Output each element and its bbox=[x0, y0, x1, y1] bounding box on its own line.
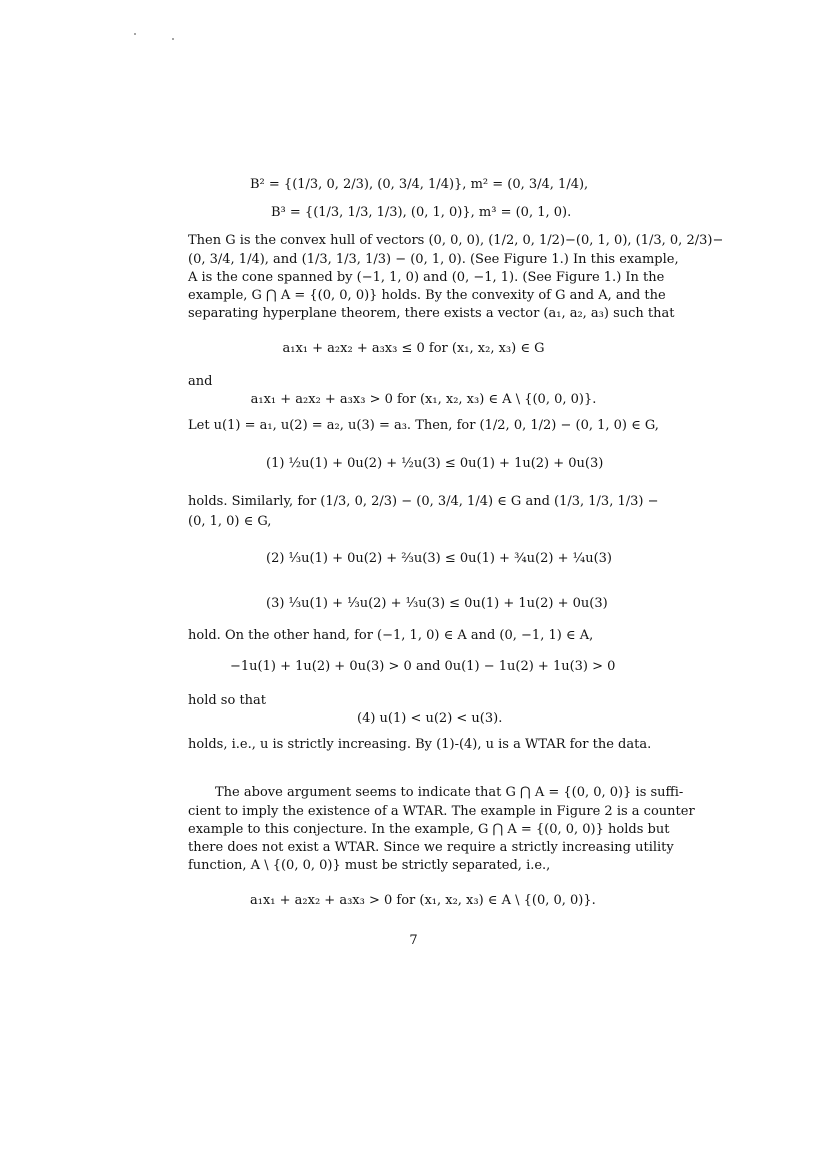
equation-b2: B² = {(1/3, 0, 2/3), (0, 3/4, 1/4)}, m² = (0, 3/4, 1/4), bbox=[250, 177, 589, 192]
paragraph-line: A is the cone spanned by (−1, 1, 0) and (0, −1, 1). (See Figure 1.) In the bbox=[188, 270, 665, 285]
paragraph-line: Let u(1) = a₁, u(2) = a₂, u(3) = a₃. Then, for (1/2, 0, 1/2) − (0, 1, 0) ∈ G, bbox=[188, 418, 659, 433]
paragraph-line: separating hyperplane theorem, there exists a vector (a₁, a₂, a₃) such that bbox=[188, 306, 675, 321]
paragraph-line: (0, 1, 0) ∈ G, bbox=[188, 514, 272, 529]
page-number: 7 bbox=[409, 933, 418, 948]
scan-speck bbox=[172, 38, 174, 40]
equation-1: (1) ½u(1) + 0u(2) + ½u(3) ≤ 0u(1) + 1u(2) + 0u(3) bbox=[266, 456, 604, 471]
paragraph-line: (0, 3/4, 1/4), and (1/3, 1/3, 1/3) − (0, 1, 0). (See Figure 1.) In this example, bbox=[188, 252, 679, 267]
connector-text: and bbox=[188, 374, 213, 389]
equation-4: (4) u(1) < u(2) < u(3). bbox=[357, 711, 503, 726]
paragraph-line: hold. On the other hand, for (−1, 1, 0) ∈ A and (0, −1, 1) ∈ A, bbox=[188, 628, 594, 643]
paragraph-line: example to this conjecture. In the example, G ⋂ A = {(0, 0, 0)} holds but bbox=[188, 822, 670, 837]
paragraph-line: holds, i.e., u is strictly increasing. By (1)-(4), u is a WTAR for the data. bbox=[188, 737, 652, 752]
paragraph-line: hold so that bbox=[188, 693, 267, 708]
equation-inequalities: −1u(1) + 1u(2) + 0u(3) > 0 and 0u(1) − 1u(2) + 1u(3) > 0 bbox=[230, 659, 616, 674]
paragraph-line: there does not exist a WTAR. Since we require a strictly increasing utility bbox=[188, 840, 674, 855]
paragraph-line: function, A \ {(0, 0, 0)} must be strictly separated, i.e., bbox=[188, 858, 551, 873]
equation-b3: B³ = {(1/3, 1/3, 1/3), (0, 1, 0)}, m³ = (0, 1, 0). bbox=[271, 205, 572, 220]
paragraph-line: example, G ⋂ A = {(0, 0, 0)} holds. By the convexity of G and A, and the bbox=[188, 288, 666, 303]
equation-g: a₁x₁ + a₂x₂ + a₃x₃ ≤ 0 for (x₁, x₂, x₃) ∈ G bbox=[282, 341, 545, 356]
paragraph-line: Then G is the convex hull of vectors (0, 0, 0), (1/2, 0, 1/2)−(0, 1, 0), (1/3, 0, 2/3)− bbox=[188, 233, 724, 248]
equation-3: (3) ⅓u(1) + ⅓u(2) + ⅓u(3) ≤ 0u(1) + 1u(2) + 0u(3) bbox=[266, 596, 608, 611]
equation-2: (2) ⅓u(1) + 0u(2) + ⅔u(3) ≤ 0u(1) + ¾u(2) + ¼u(3) bbox=[266, 551, 612, 566]
scan-speck bbox=[134, 33, 136, 35]
paragraph-line: cient to imply the existence of a WTAR. The example in Figure 2 is a counter bbox=[188, 804, 695, 819]
equation-final: a₁x₁ + a₂x₂ + a₃x₃ > 0 for (x₁, x₂, x₃) ∈ A \ {(0, 0, 0)}. bbox=[250, 893, 596, 908]
equation-a: a₁x₁ + a₂x₂ + a₃x₃ > 0 for (x₁, x₂, x₃) ∈ A \ {(0, 0, 0)}. bbox=[250, 392, 597, 407]
paragraph-line: The above argument seems to indicate that G ⋂ A = {(0, 0, 0)} is suffi- bbox=[215, 785, 684, 800]
paragraph-line: holds. Similarly, for (1/3, 0, 2/3) − (0, 3/4, 1/4) ∈ G and (1/3, 1/3, 1/3) − bbox=[188, 494, 659, 509]
